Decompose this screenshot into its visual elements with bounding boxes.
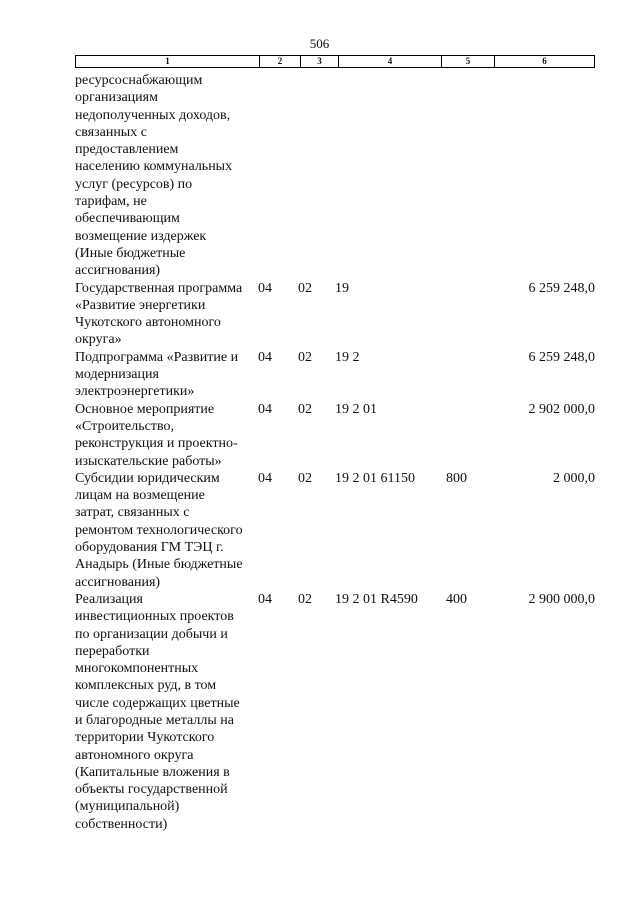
header-col-4: 4 xyxy=(339,56,442,67)
table-row xyxy=(75,280,595,349)
row-col-4: 19 2 xyxy=(335,349,360,365)
description-line: ремонтом технологического xyxy=(75,522,243,538)
description-line: территории Чукотского xyxy=(75,730,215,746)
row-col-6: 2 902 000,0 xyxy=(528,401,595,417)
description-line: переработки xyxy=(75,643,150,659)
table-body xyxy=(75,72,595,833)
row-col-2: 04 xyxy=(258,280,272,296)
description-line: инвестиционных проектов xyxy=(75,609,234,625)
description-line: связанных с xyxy=(75,124,147,140)
description-line: ресурсоснабжающим xyxy=(75,73,203,88)
row-description xyxy=(75,349,258,401)
description-line: обеспечивающим xyxy=(75,211,180,227)
header-col-2: 2 xyxy=(260,56,301,67)
description-line: собственности) xyxy=(75,816,168,832)
row-col-3: 02 xyxy=(298,591,312,607)
description-line: ассигнования) xyxy=(75,574,161,590)
description-line: округа» xyxy=(75,332,122,348)
description-line: ассигнования) xyxy=(75,263,161,279)
description-line: (Иные бюджетные xyxy=(75,245,186,261)
row-col-5 xyxy=(446,401,514,470)
description-line: комплексных руд, в том xyxy=(75,678,217,694)
description-line: модернизация xyxy=(75,367,159,383)
description-line: «Развитие энергетики xyxy=(75,297,206,313)
row-col-4: 19 xyxy=(335,280,349,296)
description-line: населению коммунальных xyxy=(75,159,233,175)
header-col-5: 5 xyxy=(442,56,495,67)
table-row xyxy=(75,591,595,833)
row-col-5: 800 xyxy=(446,470,467,486)
row-col-2: 04 xyxy=(258,401,272,417)
description-line: предоставлением xyxy=(75,142,179,158)
row-description xyxy=(75,470,258,591)
table-row xyxy=(75,72,595,280)
row-description xyxy=(75,72,258,280)
description-line: (муниципальной) xyxy=(75,799,180,815)
description-line: многокомпонентных xyxy=(75,661,199,677)
description-line: тарифам, не xyxy=(75,194,147,210)
description-line: числе содержащих цветные xyxy=(75,695,240,711)
description-line: «Строительство, xyxy=(75,418,174,434)
row-col-4: 19 2 01 R4590 xyxy=(335,591,418,607)
description-line: изыскательские работы» xyxy=(75,453,222,469)
row-col-4: 19 2 01 xyxy=(335,401,377,417)
description-line: автономного округа xyxy=(75,747,194,763)
row-col-5 xyxy=(446,349,514,401)
row-col-4: 19 2 01 61150 xyxy=(335,470,415,486)
table-header xyxy=(75,55,595,68)
row-col-3: 02 xyxy=(298,349,312,365)
row-description xyxy=(75,401,258,470)
row-col-6: 2 900 000,0 xyxy=(528,591,595,607)
description-line: Чукотского автономного xyxy=(75,315,221,331)
row-col-5: 400 xyxy=(446,591,467,607)
row-col-6: 6 259 248,0 xyxy=(528,349,595,365)
row-col-3: 02 xyxy=(298,280,312,296)
description-line: Основное мероприятие xyxy=(75,401,215,417)
description-line: Субсидии юридическим xyxy=(75,470,220,486)
table-row xyxy=(75,349,595,401)
description-line: оборудования ГМ ТЭЦ г. xyxy=(75,540,224,556)
description-line: реконструкция и проектно- xyxy=(75,436,238,452)
table-row xyxy=(75,401,595,470)
description-line: электроэнергетики» xyxy=(75,384,195,400)
description-line: объекты государственной xyxy=(75,782,228,798)
table-row xyxy=(75,470,595,591)
row-description xyxy=(75,280,258,349)
row-col-3 xyxy=(298,72,335,280)
description-line: и благородные металлы на xyxy=(75,712,234,728)
row-col-2: 04 xyxy=(258,349,272,365)
row-col-4 xyxy=(335,72,446,280)
row-col-3: 02 xyxy=(298,470,312,486)
description-line: по организации добычи и xyxy=(75,626,228,642)
description-line: Государственная программа xyxy=(75,280,243,296)
description-line: лицам на возмещение xyxy=(75,488,205,504)
row-col-6: 2 000,0 xyxy=(553,470,595,486)
description-line: Реализация xyxy=(75,591,143,607)
header-col-6: 6 xyxy=(542,56,547,66)
description-line: услуг (ресурсов) по xyxy=(75,176,193,192)
row-col-2: 04 xyxy=(258,591,272,607)
row-col-6: 6 259 248,0 xyxy=(528,280,595,296)
row-col-2: 04 xyxy=(258,470,272,486)
page-number: 506 xyxy=(309,36,330,51)
row-col-3: 02 xyxy=(298,401,312,417)
description-line: затрат, связанных с xyxy=(75,505,190,521)
description-line: Анадырь (Иные бюджетные xyxy=(75,557,243,573)
description-line: организациям xyxy=(75,90,158,106)
row-col-5 xyxy=(446,280,514,349)
row-col-6 xyxy=(514,72,595,280)
description-line: (Капитальные вложения в xyxy=(75,764,230,780)
row-col-5 xyxy=(446,72,514,280)
row-col-2 xyxy=(258,72,298,280)
row-description xyxy=(75,591,258,833)
header-col-3: 3 xyxy=(301,56,339,67)
header-col-1: 1 xyxy=(76,56,260,67)
description-line: Подпрограмма «Развитие и xyxy=(75,349,239,365)
description-line: недополученных доходов, xyxy=(75,107,231,123)
description-line: возмещение издержек xyxy=(75,228,207,244)
